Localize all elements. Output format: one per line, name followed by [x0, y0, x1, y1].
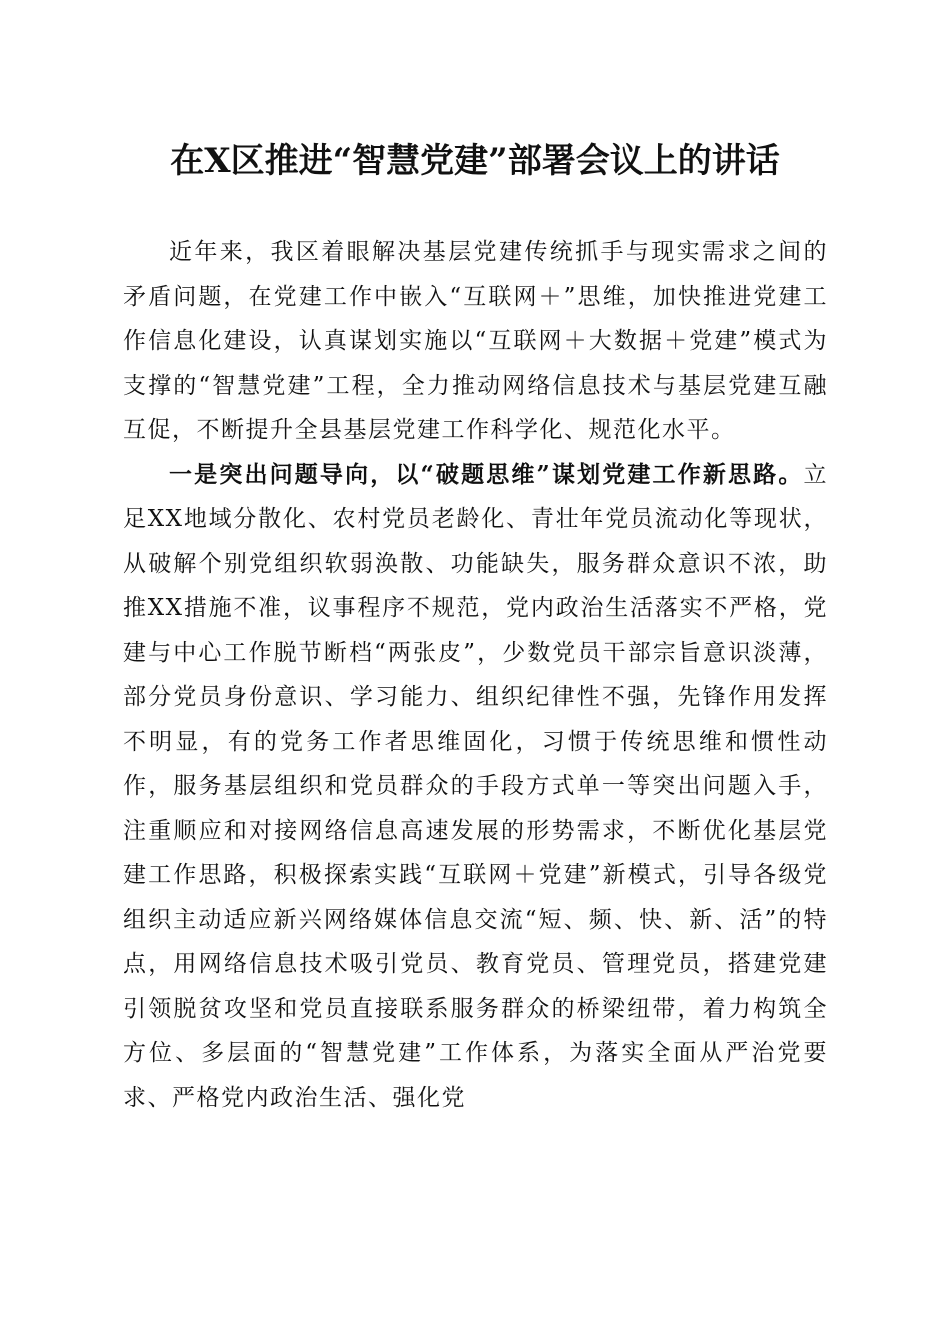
paragraph-point-one	[123, 453, 828, 1121]
document-title: 在X区推进“智慧党建”部署会议上的讲话	[170, 141, 780, 181]
paragraph-intro-text: 近年来，我区着眼解决基层党建传统抓手与现实需求之间的矛盾问题，在党建工作中嵌入“互联网＋”思维，加快推进党建工作信息化建设，认真谋划实施以“互联网＋大数据＋党建”模式为支撑的“智慧党建”工程，全力推动网络信息技术与基层党建互融互促，不断提升全县基层党建工作科学化、规范化水平。	[123, 239, 828, 443]
paragraph-point-one-heading: 一是突出问题导向，以“破题思维”谋划党建工作新思路。	[169, 460, 804, 488]
paragraph-point-one-text: 立足XX地域分散化、农村党员老龄化、青壮年党员流动化等现状，从破解个别党组织软弱涣散、功能缺失，服务群众意识不浓，助推XX措施不准，议事程序不规范，党内政治生活落实不严格，党建与中心工作脱节断档“两张皮”，少数党员干部宗旨意识淡薄，部分党员身份意识、学习能力、组织纪律性不强，先锋作用发挥不明显，有的党务工作者思维固化，习惯于传统思维和惯性动作，服务基层组织和党员群众的手段方式单一等突出问题入手，注重顺应和对接网络信息高速发展的形势需求，不断优化基层党建工作思路，积极探索实践“互联网＋党建”新模式，引导各级党组织主动适应新兴网络媒体信息交流“短、频、快、新、活”的特点，用网络信息技术吸引党员、教育党员、管理党员，搭建党建引领脱贫攻坚和党员直接联系服务群众的桥梁纽带，着力构筑全方位、多层面的“智慧党建”工作体系，为落实全面从严治党要求、严格党内政治生活、强化党	[123, 461, 828, 1111]
document-body	[123, 230, 828, 1120]
paragraph-intro	[123, 230, 828, 453]
